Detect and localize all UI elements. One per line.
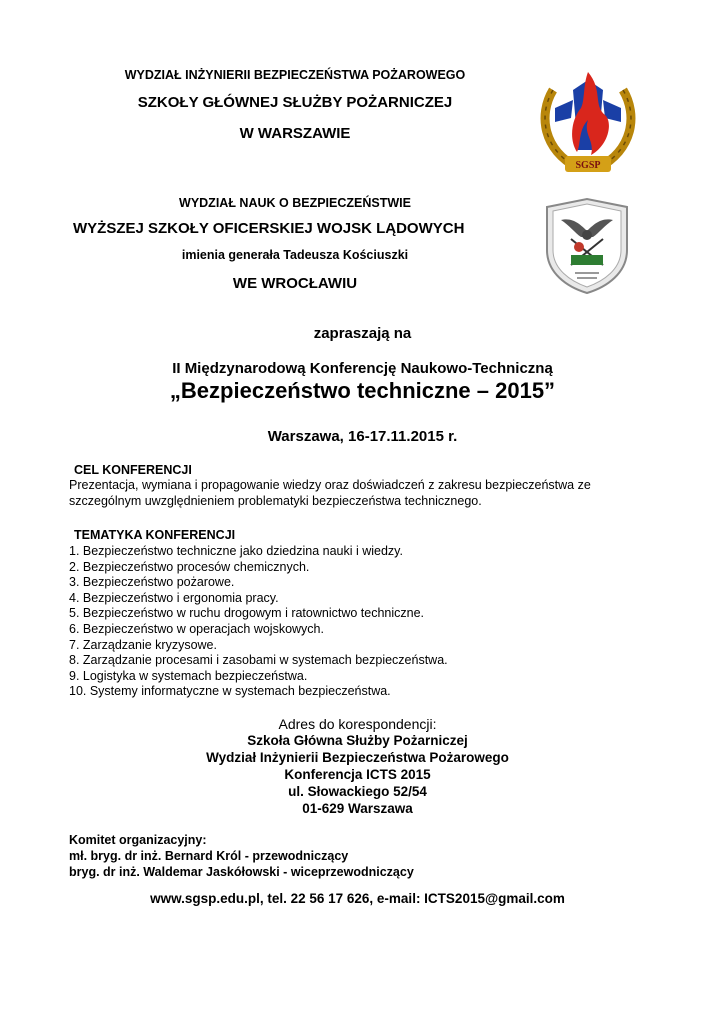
faculty1-line1: WYDZIAŁ INŻYNIERII BEZPIECZEŃSTWA POŻAROWEGO bbox=[124, 68, 466, 82]
address-line3: Konferencja ICTS 2015 bbox=[284, 767, 431, 782]
faculty1-line2: SZKOŁY GŁÓWNEJ SŁUŻBY POŻARNICZEJ bbox=[137, 94, 453, 111]
faculty2-line3: imienia generała Tadeusza Kościuszki bbox=[181, 248, 409, 262]
list-item: 1. Bezpieczeństwo techniczne jako dziedzina nauki i wiedzy. bbox=[69, 544, 403, 558]
faculty2-line4: WE WROCŁAWIU bbox=[232, 275, 358, 292]
address-line2: Wydział Inżynierii Bezpieczeństwa Pożarowego bbox=[206, 750, 509, 765]
sgsp-logo bbox=[533, 60, 643, 180]
faculty2-line2: WYŻSZEJ SZKOŁY OFICERSKIEJ WOJSK LĄDOWYCH bbox=[73, 220, 465, 237]
topics-list bbox=[69, 544, 448, 700]
conference-title: „Bezpieczeństwo techniczne – 2015” bbox=[169, 378, 556, 403]
invite-text: zapraszają na bbox=[313, 325, 412, 342]
faculty2-line1: WYDZIAŁ NAUK O BEZPIECZEŃSTWIE bbox=[179, 196, 411, 210]
list-item: 9. Logistyka w systemach bezpieczeństwa. bbox=[69, 668, 308, 683]
list-item: 2. Bezpieczeństwo procesów chemicznych. bbox=[69, 559, 310, 574]
committee-vice: bryg. dr inż. Waldemar Jaskółowski - wiceprzewodniczący bbox=[69, 865, 414, 879]
goal-line1: Prezentacja, wymiana i propagowanie wiedzy oraz doświadczeń z zakresu bezpieczeństwa ze bbox=[69, 478, 591, 492]
topics-heading: TEMATYKA KONFERENCJI bbox=[74, 528, 236, 542]
goal-line2: szczególnym uwzględnieniem problematyki bezpieczeństwa technicznego. bbox=[69, 494, 482, 508]
contact-line: www.sgsp.edu.pl, tel. 22 56 17 626, e-mail: ICTS2015@gmail.com bbox=[150, 891, 565, 906]
address-line1: Szkoła Główna Służby Pożarniczej bbox=[247, 733, 468, 748]
address-label: Adres do korespondencji: bbox=[278, 716, 437, 732]
list-item: 3. Bezpieczeństwo pożarowe. bbox=[69, 575, 235, 590]
committee-chair: mł. bryg. dr inż. Bernard Król - przewodniczący bbox=[69, 849, 349, 863]
list-item: 10. Systemy informatyczne w systemach bezpieczeństwa. bbox=[69, 684, 391, 699]
list-item: 6. Bezpieczeństwo w operacjach wojskowych. bbox=[69, 621, 324, 636]
conference-name: II Międzynarodową Konferencję Naukowo-Techniczną bbox=[172, 360, 553, 377]
committee-heading: Komitet organizacyjny: bbox=[69, 833, 207, 847]
address-line5: 01-629 Warszawa bbox=[302, 801, 413, 816]
list-item: 8. Zarządzanie procesami i zasobami w systemach bezpieczeństwa. bbox=[69, 653, 448, 668]
list-item: 5. Bezpieczeństwo w ruchu drogowym i ratownictwo techniczne. bbox=[69, 606, 425, 621]
goal-heading: CEL KONFERENCJI bbox=[74, 463, 192, 477]
list-item: 4. Bezpieczeństwo i ergonomia pracy. bbox=[69, 590, 279, 605]
faculty1-line3: W WARSZAWIE bbox=[239, 125, 351, 142]
list-item: 7. Zarządzanie kryzysowe. bbox=[69, 637, 217, 652]
address-line4: ul. Słowackiego 52/54 bbox=[288, 784, 427, 799]
sgsp-logo-text: SGSP bbox=[575, 160, 601, 171]
place-date: Warszawa, 16-17.11.2015 r. bbox=[267, 428, 458, 445]
wsowl-logo bbox=[541, 195, 633, 295]
